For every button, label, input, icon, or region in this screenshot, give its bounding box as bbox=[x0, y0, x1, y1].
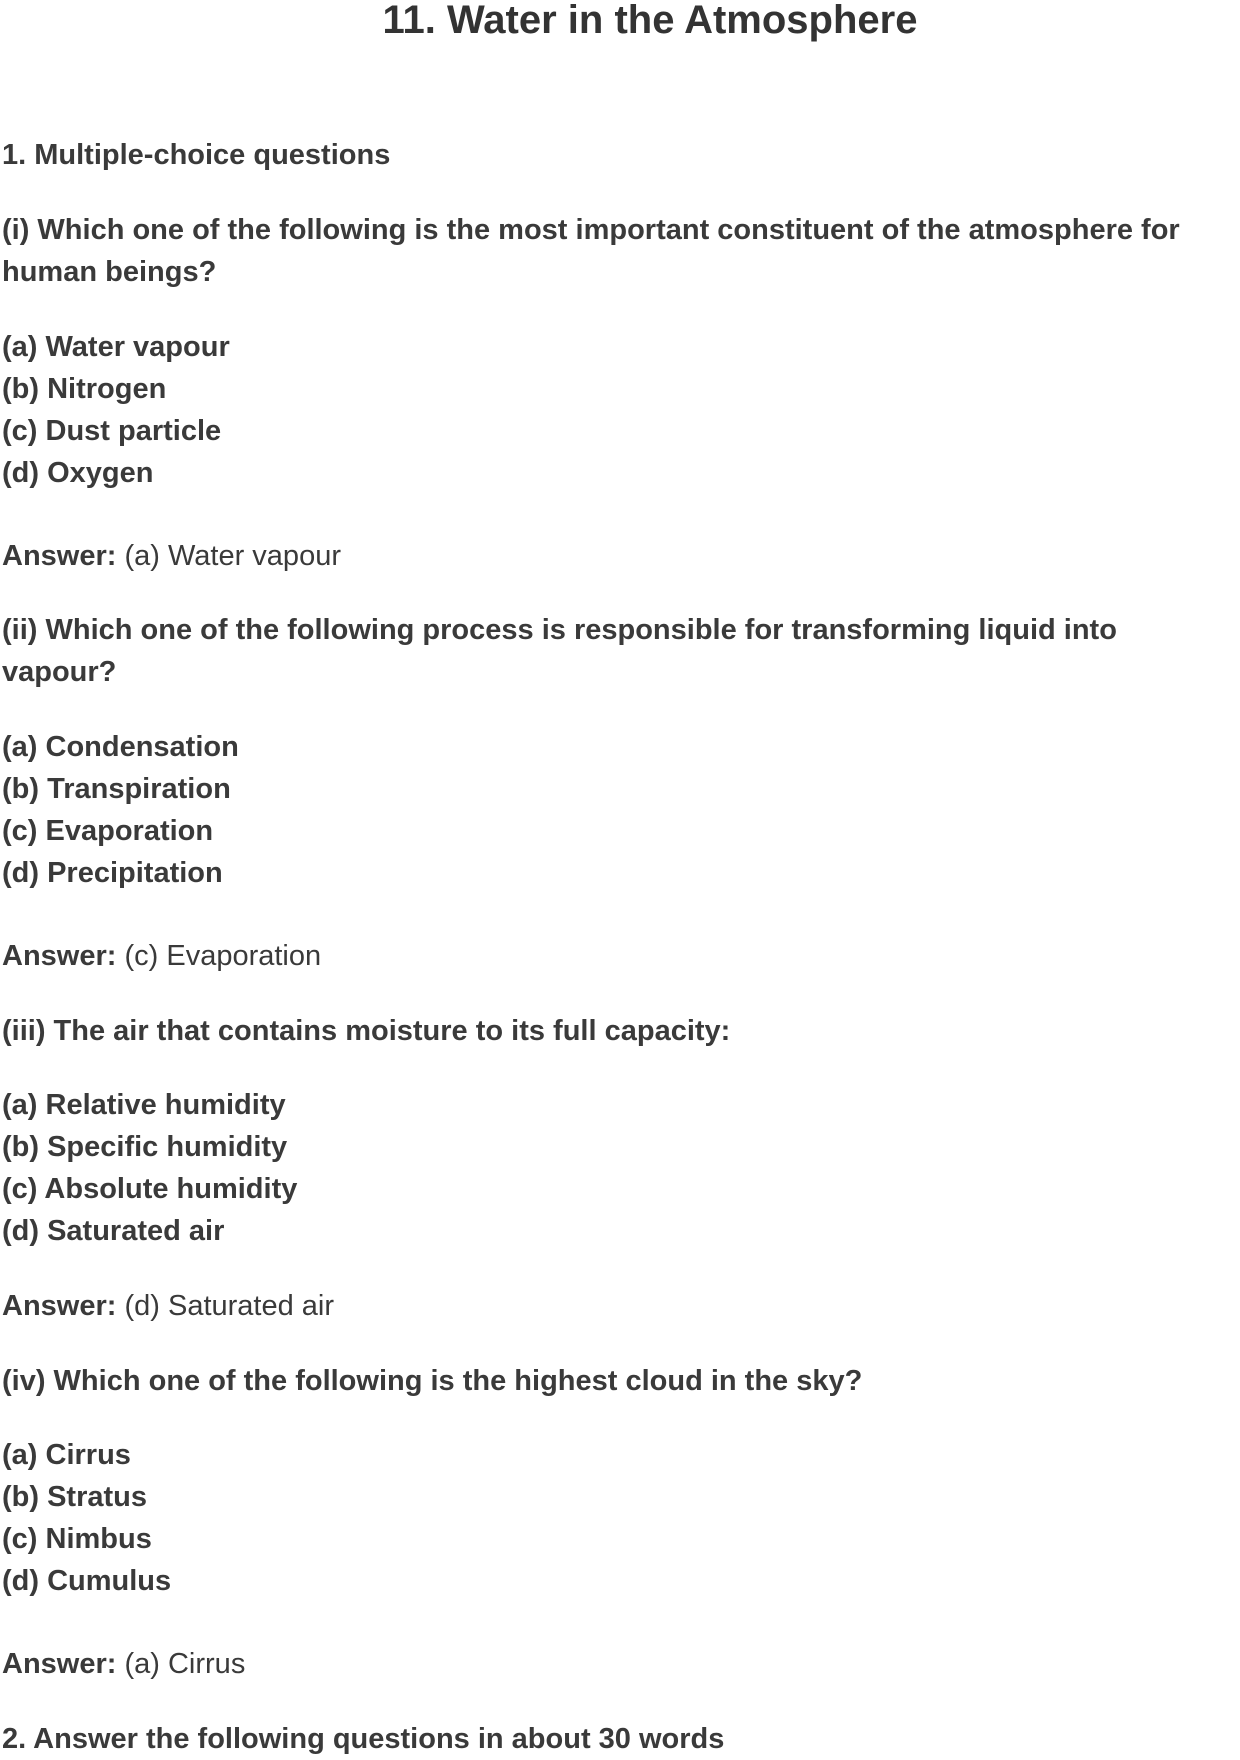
question-1-text-line-2: human beings? bbox=[2, 256, 217, 288]
question-4-option-c: (c) Nimbus bbox=[2, 1523, 152, 1555]
answer-value: (c) Evaporation bbox=[124, 940, 322, 972]
question-3-option-c: (c) Absolute humidity bbox=[2, 1173, 298, 1205]
question-3-option-d: (d) Saturated air bbox=[2, 1215, 225, 1247]
question-3-text: (iii) The air that contains moisture to its full capacity: bbox=[2, 1015, 731, 1047]
answer-value: (a) Cirrus bbox=[124, 1648, 246, 1680]
section-heading-mcq: 1. Multiple-choice questions bbox=[2, 139, 391, 171]
answer-label: Answer: bbox=[2, 940, 117, 972]
page-title: 11. Water in the Atmosphere bbox=[382, 0, 918, 42]
question-1-answer bbox=[2, 535, 341, 577]
question-3-answer bbox=[2, 1285, 334, 1327]
question-2-option-b: (b) Transpiration bbox=[2, 773, 231, 805]
question-2-option-c: (c) Evaporation bbox=[2, 815, 214, 847]
question-3-option-b: (b) Specific humidity bbox=[2, 1131, 288, 1163]
answer-label: Answer: bbox=[2, 1290, 117, 1322]
question-3-option-a: (a) Relative humidity bbox=[2, 1089, 286, 1121]
question-2-option-d: (d) Precipitation bbox=[2, 857, 223, 889]
answer-value: (a) Water vapour bbox=[124, 540, 341, 572]
question-4-text: (iv) Which one of the following is the highest cloud in the sky? bbox=[2, 1365, 863, 1397]
question-1-option-d: (d) Oxygen bbox=[2, 457, 154, 489]
answer-label: Answer: bbox=[2, 1648, 117, 1680]
question-2-text-line-2: vapour? bbox=[2, 656, 117, 688]
question-4-option-a: (a) Cirrus bbox=[2, 1439, 131, 1471]
question-1-option-c: (c) Dust particle bbox=[2, 415, 222, 447]
question-4-answer bbox=[2, 1643, 245, 1685]
question-1-text-line-1: (i) Which one of the following is the most important constituent of the atmosphere for bbox=[2, 214, 1180, 246]
question-2-option-a: (a) Condensation bbox=[2, 731, 239, 763]
question-2-answer bbox=[2, 935, 321, 977]
question-4-option-b: (b) Stratus bbox=[2, 1481, 147, 1513]
answer-label: Answer: bbox=[2, 540, 117, 572]
question-4-option-d: (d) Cumulus bbox=[2, 1565, 172, 1597]
answer-value: (d) Saturated air bbox=[124, 1290, 335, 1322]
question-1-option-b: (b) Nitrogen bbox=[2, 373, 167, 405]
section-heading-short-answer: 2. Answer the following questions in about 30 words bbox=[2, 1723, 725, 1755]
question-2-text-line-1: (ii) Which one of the following process is responsible for transforming liquid into bbox=[2, 614, 1117, 646]
question-1-option-a: (a) Water vapour bbox=[2, 331, 230, 363]
